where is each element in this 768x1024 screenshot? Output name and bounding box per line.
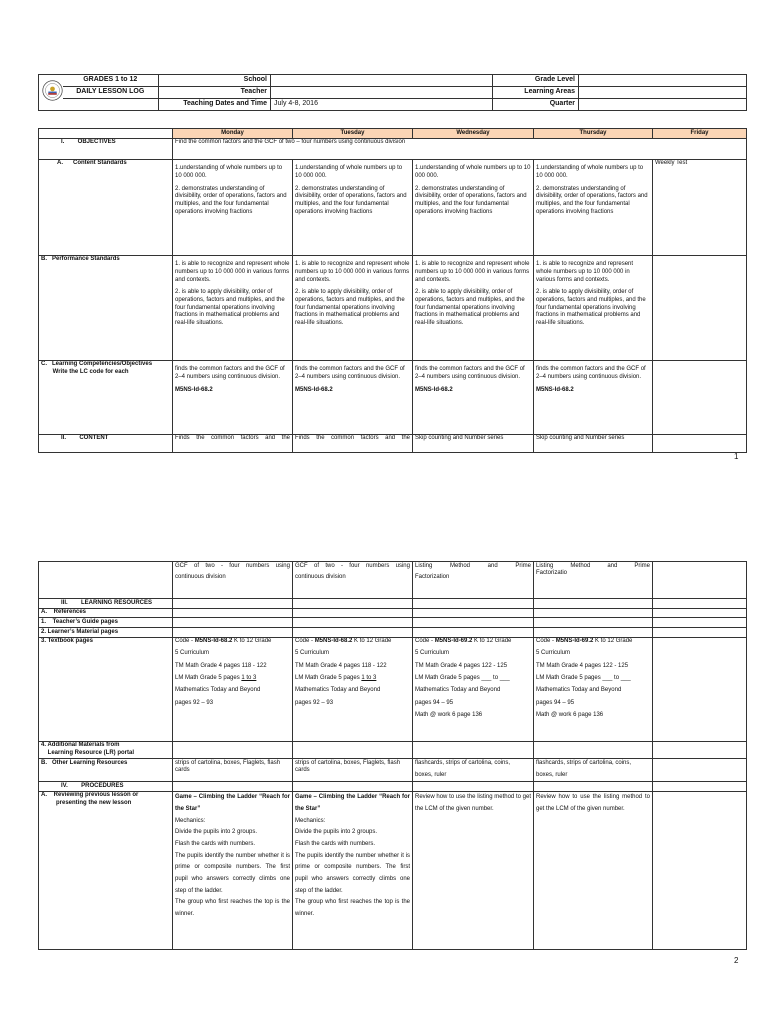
weekly-test-friday: Weekly Test (653, 159, 747, 255)
other-resources-mon: strips of cartolina, boxes, Flaglets, flash cards (173, 759, 293, 782)
lr-thu (534, 599, 653, 609)
proc-mon (173, 782, 293, 792)
lr-tue (293, 599, 413, 609)
learning-areas-value (579, 86, 747, 98)
performance-standards-label: B. Performance Standards (39, 255, 173, 360)
quarter-value (579, 98, 747, 110)
lesson-table-page-1 (38, 128, 747, 453)
ref-tue (293, 608, 413, 618)
tg-mon (173, 618, 293, 628)
tg-wed (413, 618, 534, 628)
lr-mon (173, 599, 293, 609)
content-cont-fri (653, 562, 747, 599)
day-header-thursday: Thursday (534, 129, 653, 139)
content-cont-tue: GCF of two - four numbers using continuous division (293, 562, 413, 599)
additional-materials-label: 4. Additional Materials from Learning Resource (LR) portal (39, 741, 173, 758)
log-title: DAILY LESSON LOG (63, 86, 159, 98)
competencies-label: C. Learning Competencies/Objectives Write the LC code for each (39, 360, 173, 434)
ref-mon (173, 608, 293, 618)
other-resources-label: B. Other Learning Resources (39, 759, 173, 782)
performance-standards-tue: 1. is able to recognize and represent whole numbers up to 10 000 000 in various forms and contexts. 2. is able to apply divisibility, order of operations, factors and multiples, and the four fundamental operations involving fractions in mathematical problems and real-life situations. (293, 255, 413, 360)
dates-label: Teaching Dates and Time (159, 98, 271, 110)
content-wed: Skip counting and Number series (413, 434, 534, 452)
lm-wed (413, 628, 534, 638)
content-thu: Skip counting and Number series (534, 434, 653, 452)
grade-level-value (579, 75, 747, 87)
textbook-label: 3. Textbook pages (39, 637, 173, 741)
other-resources-tue: strips of cartolina, boxes, Flaglets, flash cards (293, 759, 413, 782)
corner-cell (39, 129, 173, 139)
am-thu (534, 741, 653, 758)
reviewing-mon: Game – Climbing the Ladder “Reach for the Star” Mechanics: Divide the pupils into 2 groups. Flash the cards with numbers. The pupils identify the number whether it is prime or composite numbers. The first pupil who answers correctly climbs one step of the ladder. The group who first reaches the top is the winner. (173, 791, 293, 949)
objectives-label: I. OBJECTIVES (39, 138, 173, 159)
am-mon (173, 741, 293, 758)
ref-thu (534, 608, 653, 618)
reviewing-tue: Game – Climbing the Ladder “Reach for the Star” Mechanics: Divide the pupils into 2 groups. Flash the cards with numbers. The pupils identify the number whether it is prime or composite numbers. The first pupil who answers correctly climbs one step of the ladder. The group who first reaches the top is the winner. (293, 791, 413, 949)
lm-fri (653, 628, 747, 638)
proc-fri (653, 782, 747, 792)
content-standards-label: A. Content Standards (39, 159, 173, 255)
performance-standards-mon: 1. is able to recognize and represent whole numbers up to 10 000 000 in various forms and contexts. 2. is able to apply divisibility, order of operations, factors and multiples, and the four fundamental operations involving fractions in mathematical problems and real-life situations. (173, 255, 293, 360)
content-fri (653, 434, 747, 452)
am-wed (413, 741, 534, 758)
learning-areas-label: Learning Areas (493, 86, 579, 98)
textbook-wed: Code - M5NS-Id-69.2 K to 12 Grade 5 Curriculum TM Math Grade 4 pages 122 - 125 LM Math Grade 5 pages ___ to ___ Mathematics Today and Beyond pages 94 – 95 Math @ work 6 page 136 (413, 637, 534, 741)
proc-thu (534, 782, 653, 792)
reviewing-wed: Review how to use the listing method to get the LCM of the given number. (413, 791, 534, 949)
am-fri (653, 741, 747, 758)
tg-fri (653, 618, 747, 628)
page-number-1: 1 (734, 452, 739, 461)
textbook-fri (653, 637, 747, 741)
day-header-wednesday: Wednesday (413, 129, 534, 139)
content-cont-mon: GCF of two - four numbers using continuous division (173, 562, 293, 599)
textbook-mon: Code - M5NS-Id-68.2 K to 12 Grade 5 Curriculum TM Math Grade 4 pages 118 - 122 LM Math Grade 5 pages 1 to 3 Mathematics Today and Beyond pages 92 – 93 (173, 637, 293, 741)
day-header-tuesday: Tuesday (293, 129, 413, 139)
content-standards-wed: 1.understanding of whole numbers up to 10 000 000. 2. demonstrates understanding of divisibility, order of operations, factors and multiples, and the four fundamental operations involving fractions (413, 159, 534, 255)
competencies-thu: finds the common factors and the GCF of 2–4 numbers using continuous division. M5NS-Id-68.2 (534, 360, 653, 434)
content-standards-thu: 1.understanding of whole numbers up to 10 000 000. 2. demonstrates understanding of divisibility, order of operations, factors and multiples, and the four fundamental operations involving fractions (534, 159, 653, 255)
reviewing-fri (653, 791, 747, 949)
lr-wed (413, 599, 534, 609)
competencies-mon: finds the common factors and the GCF of 2–4 numbers using continuous division. M5NS-Id-68.2 (173, 360, 293, 434)
header-table (38, 74, 747, 111)
content-standards-tue: 1.understanding of whole numbers up to 10 000 000. 2. demonstrates understanding of divisibility, order of operations, factors and multiples, and the four fundamental operations involving fractions (293, 159, 413, 255)
content-standards-mon: 1.understanding of whole numbers up to 10 000 000. 2. demonstrates understanding of divisibility, order of operations, factors and multiples, and the four fundamental operations involving fractions (173, 159, 293, 255)
school-value (271, 75, 493, 87)
lm-mon (173, 628, 293, 638)
lm-tue (293, 628, 413, 638)
content-cont-thu: Listing Method and Prime Factorizatio (534, 562, 653, 599)
teacher-label: Teacher (159, 86, 271, 98)
content-mon: Finds the common factors and the (173, 434, 293, 452)
procedures-label: IV. PROCEDURES (39, 782, 173, 792)
deped-seal-icon (42, 80, 63, 101)
other-resources-thu: flashcards, strips of cartolina, coins, boxes, ruler (534, 759, 653, 782)
day-header-friday: Friday (653, 129, 747, 139)
learning-resources-label: III. LEARNING RESOURCES (39, 599, 173, 609)
performance-standards-fri (653, 255, 747, 360)
textbook-tue: Code - M5NS-Id-68.2 K to 12 Grade 5 Curriculum TM Math Grade 4 pages 118 - 122 LM Math Grade 5 pages 1 to 3 Mathematics Today and Beyond pages 92 – 93 (293, 637, 413, 741)
tg-tue (293, 618, 413, 628)
reviewing-thu: Review how to use the listing method to get the LCM of the given number. (534, 791, 653, 949)
content-label: II. CONTENT (39, 434, 173, 452)
references-label: A. References (39, 608, 173, 618)
textbook-thu: Code - M5NS-Id-69.2 K to 12 Grade 5 Curriculum TM Math Grade 4 pages 122 - 125 LM Math Grade 5 pages ___ to ___ Mathematics Today and Beyond pages 94 – 95 Math @ work 6 page 136 (534, 637, 653, 741)
proc-wed (413, 782, 534, 792)
am-tue (293, 741, 413, 758)
competencies-wed: finds the common factors and the GCF of 2–4 numbers using continuous division. M5NS-Id-68.2 (413, 360, 534, 434)
lr-fri (653, 599, 747, 609)
performance-standards-thu: 1. is able to recognize and represent whole numbers up to 10 000 000 in various forms and contexts. 2. is able to apply divisibility, order of operations, factors and multiples, and the four fundamental operations involving fractions in mathematical problems and real-life situations. (534, 255, 653, 360)
teacher-value (271, 86, 493, 98)
competencies-fri (653, 360, 747, 434)
competencies-tue: finds the common factors and the GCF of 2–4 numbers using continuous division. M5NS-Id-68.2 (293, 360, 413, 434)
ref-fri (653, 608, 747, 618)
page-number-2: 2 (734, 956, 739, 965)
lesson-table-page-2 (38, 561, 747, 950)
proc-tue (293, 782, 413, 792)
deped-seal (39, 75, 63, 111)
quarter-label: Quarter (493, 98, 579, 110)
reviewing-label: A. Reviewing previous lesson or presenting the new lesson (39, 791, 173, 949)
ref-wed (413, 608, 534, 618)
grade-level-label: Grade Level (493, 75, 579, 87)
tg-thu (534, 618, 653, 628)
grades-title: GRADES 1 to 12 (63, 75, 159, 87)
day-header-monday: Monday (173, 129, 293, 139)
dates-value: July 4-8, 2016 (271, 98, 493, 110)
lm-thu (534, 628, 653, 638)
teachers-guide-label: 1. Teacher’s Guide pages (39, 618, 173, 628)
content-tue: Finds the common factors and the (293, 434, 413, 452)
school-label: School (159, 75, 271, 87)
header-blank (63, 98, 159, 110)
objectives-text: Find the common factors and the GCF of two – four numbers using continuous division (173, 138, 747, 159)
content-cont-label (39, 562, 173, 599)
learners-material-label: 2. Learner’s Material pages (39, 628, 173, 638)
performance-standards-wed: 1. is able to recognize and represent whole numbers up to 10 000 000 in various forms and contexts. 2. is able to apply divisibility, order of operations, factors and multiples, and the four fundamental operations involving fractions in mathematical problems and real-life situations. (413, 255, 534, 360)
other-resources-fri (653, 759, 747, 782)
content-cont-wed: Listing Method and Prime Factorization (413, 562, 534, 599)
other-resources-wed: flashcards, strips of cartolina, coins, boxes, ruler (413, 759, 534, 782)
